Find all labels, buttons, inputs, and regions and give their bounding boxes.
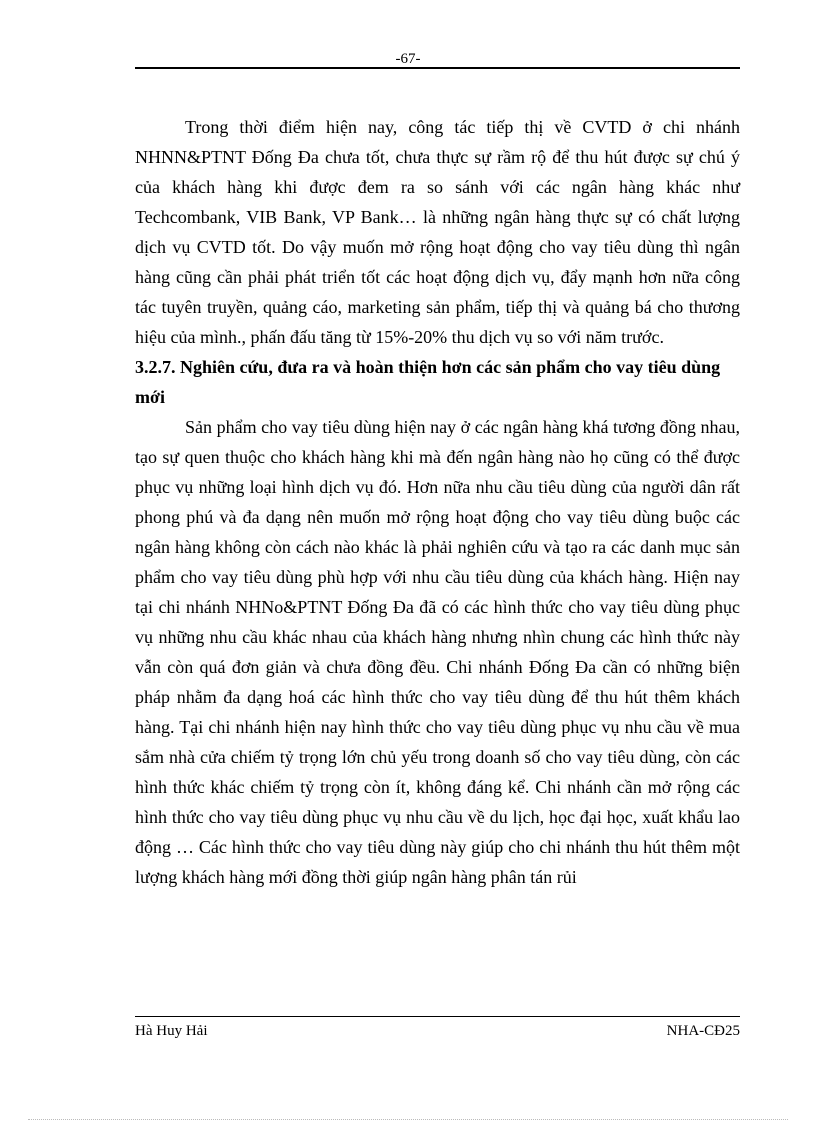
footer-author: Hà Huy Hải [135,1023,208,1039]
paragraph-marketing: Trong thời điểm hiện nay, công tác tiếp thị về CVTD ở chi nhánh NHNN&PTNT Đống Đa chưa tốt, chưa thực sự rầm rộ để thu hút được sự chú ý của khách hàng khi được đem ra so sánh với các ngân hàng khác như Techcombank, VIB Bank, VP Bank… là những ngân hàng thực sự có chất lượng dịch vụ CVTD tốt. Do vậy muốn mở rộng hoạt động cho vay tiêu dùng thì ngân hàng cũng cần phải phát triển tốt các hoạt động dịch vụ, đẩy mạnh hơn nữa công tác tuyên truyền, quảng cáo, marketing sản phẩm, tiếp thị và quảng bá cho thương hiệu của mình., phấn đấu tăng từ 15%-20% thu dịch vụ so với năm trước. [135,117,740,347]
footer-rule [135,1016,740,1017]
page-number: -67- [395,51,421,67]
page-body [135,112,740,892]
footer-code: NHA-CĐ25 [666,1023,740,1039]
paragraph-products: Sản phẩm cho vay tiêu dùng hiện nay ở các ngân hàng khá tương đồng nhau, tạo sự quen thuộc cho khách hàng khi mà đến ngân hàng nào họ cũng có thể được phục vụ những loại hình dịch vụ đó. Hơn nữa nhu cầu tiêu dùng của người dân rất phong phú và đa dạng nên muốn mở rộng hoạt động cho vay tiêu dùng buộc các ngân hàng không còn cách nào khác là phải nghiên cứu và tạo ra các danh mục sản phẩm cho vay tiêu dùng phù hợp với nhu cầu tiêu dùng của khách hàng. Hiện nay tại chi nhánh NHNo&PTNT Đống Đa đã có các hình thức cho vay tiêu dùng phục vụ những nhu cầu khác nhau của khách hàng nhưng nhìn chung các hình thức này vẫn còn quá đơn giản và chưa đồng đều. Chi nhánh Đống Đa cần có những biện pháp nhằm đa dạng hoá các hình thức cho vay tiêu dùng để thu hút thêm khách hàng. Tại chi nhánh hiện nay hình thức cho vay tiêu dùng phục vụ nhu cầu về mua sắm nhà cửa chiếm tỷ trọng lớn chủ yếu trong doanh số cho vay tiêu dùng, còn các hình thức khác chiếm tỷ trọng còn ít, không đáng kể. Chi nhánh cần mở rộng các hình thức cho vay tiêu dùng phục vụ nhu cầu về du lịch, học đại học, xuất khẩu lao động … Các hình thức cho vay tiêu dùng này giúp cho chi nhánh thu hút thêm một lượng khách hàng mới đồng thời giúp ngân hàng phân tán rủi [135,417,740,887]
section-heading: 3.2.7. Nghiên cứu, đưa ra và hoàn thiện hơn các sản phẩm cho vay tiêu dùng mới [135,357,721,407]
header-rule [135,67,740,69]
page-bottom-edge [28,1119,788,1120]
